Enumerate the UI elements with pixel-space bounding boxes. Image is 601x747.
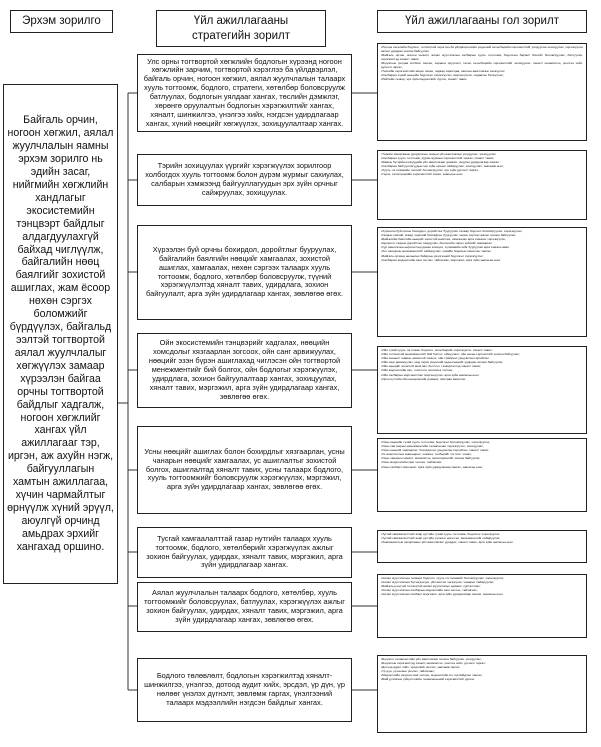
actions-header	[377, 10, 587, 33]
strategy-text: Ойн экосистемийн тэнцвэрийг хадгалах, нөөцийн хомсдолыг хязгаарлан зогсоох, ойн санг арвижуулах, нөөцийг эзэн бүрэн ашиглахад чиглэсэн ойн тогтвортой менежментийг бий болгох, ойн бодлогыг хэрэгжүүлэх, удирдлага, зохион байгуулалтаар хангах, зохицуулах, хяналт тавих, мэргэжил, арга зүйн удирдлагаар хангах, зөвлөгөө өгөх.	[148, 338, 341, 401]
action-item: •Салбарын байгууллагуудын эрх зүйн орчныг сайжруулах, зохицуулах, зөвлөмж өгөх;	[381, 164, 504, 169]
action-item: •Аялал жуулчлалын салбарын мэдээллийн санг хөтлөх, тайлагнах;	[381, 588, 478, 593]
action-item: •Ойн мэдээллийн сан, тооллого, ангиллыг хөтлөх;	[381, 368, 453, 373]
action-item: •Төрийн захиргааны удирдлагын газрын үйл ажиллагааг уялдуулах, зохицуулах;	[381, 152, 497, 156]
strategy-text: Усны нөөцийг ашиглах болон бохирдлыг хязгаарлан, усны чанарын нөөцийг хамгаалах, ус ашиглалтыг зохистой болгох, ашиглалтад хяналт тавих, усны талаарх бодлого, хууль тогтоомжийг боловсруулж хэрэгжүүлэх, мэргэжил, арга зүйн удирдлагаар хангах, зөвлөгөө өгөх.	[144, 446, 345, 492]
action-item: •Яамны бүтцийн нэгжүүдийн үйл ажиллагааг дэмжих, нэгдсэн удирдлагаар хангах;	[381, 160, 500, 165]
action-item: •Салбарын хүний нөөцийн бодлогыг хэрэгжүүлэх, мэргэшүүлэх, чадавхыг бэхжүүлэх;	[381, 72, 504, 77]
strategy-box-6	[137, 527, 352, 578]
strategy-text: Тэрийн зохицуулах үүргийг хэрэгжүүлэх зорилгоор холбогдох хууль тогтоомж болон дүрэм журмыг сахиулах, салбарын хэмжээнд байгууллагуудын эрх зүйн орчныг сайжруулах, зохицуулах.	[145, 161, 344, 197]
action-item: •Усны чанарын хяналт, шинжилгээ, мониторингийг зохион байгуулах;	[381, 456, 481, 461]
actions-box-3	[377, 227, 587, 337]
action-item: •Салбарын мэдээллийн санг хөтлөх, тайлагнах, мэргэжил, арга зүйн зөвлөгөө өгөх.	[381, 257, 502, 262]
action-item: •Хүрээлэн буй орчны бохирдол, доройтлыг бууруулах талаар бодлого боловсруулах, хэрэгжүүлэх;	[381, 229, 523, 233]
strategy-text: Аялал жуулчлалын талаарх бодлого, хөтөлбөр, хууль тогтоомжийг боловсруулах, батлуулах, хэрэгжүүлэх ажлыг зохион байгуулах, удирдах, хяналт тавих, мэргэжил, арга зүйн удирдлагаар хангах, зөвлөгөө өгөх.	[144, 588, 345, 624]
action-item: •Дотоод аудит хийх, эрсдэлийг үнэлэх, зөвлөмж гаргах;	[381, 665, 461, 670]
action-item: •Ногоон хөгжлийн бодлого, тогтвортой хэрэглээ ба үйлдвэрлэлийн үндэсний хөтөлбөрийн хэрэгжилтийг уялдуулан зохицуулах, хэрэгжүүлэх ажлыг удирдан зохион байгуулах;	[381, 45, 583, 53]
action-item: •Орон нутгийн ойн нөхөрлөлийг дэмжих, хамтран ажиллах.	[381, 376, 467, 381]
actions-box-1	[377, 43, 587, 141]
strategy-header-label: Үйл ажиллагааны стратегийн зорилт	[191, 15, 290, 42]
action-item: •Байгууллагын гүйцэтгэлийн төлөвлөгөөний хэрэгжилтийг дүгнэх.	[381, 677, 476, 682]
vision-text: Байгаль орчин, ногоон хөгжил, аялал жуулчлалын яамны эрхэм зорилго нь эдийн засаг, нийгмийн хөгжлийн хандлагыг экосистемийн тэнцвэрт байдлыг алдагдуулахгүй байхад чиглүүлж, байгалийн нөөц баялгийг зохистой ашиглах, жам ёсоор нөхөн сэргэх боломжийг бүрдүүлэх, байгальд ээлтэй тогтвортой аялал жуулчлалыг хөгжүүлэх замаар хүрээлэн байгаа орчны тогтвортой байдлыг хадгалж, ногоон хөгжлийг хангах үйл ажиллагааг тэр, иргэн, аж ахуйн нэгж, байгууллагын хамтын ажиллагаа, хүчин чармайлтыг өрнүүлж хүний эрүүл, аюулгүй орчинд амьдрах эрхийг хангахад оршино.	[7, 114, 114, 553]
strategy-header	[156, 10, 326, 47]
action-item: •Ус ашиглалтын зөвшөөрөл, хэмжээ, төлбөрийг тогтоох, хянах;	[381, 452, 472, 457]
action-item: •Ойн санг арвижуулах, мод тарих үндэсний хөдөлгөөнийг удирдан зохион байгуулах;	[381, 360, 504, 365]
action-item: •Газрын хэвлий, агаар, хөрсний бохирдлыг бууруулах, нөхөн сэргээх ажлыг зохион байгуулах;	[381, 233, 517, 238]
action-item: •Нийтийн тээвэр, эрх зүйн мэдээллийг хүргэх, хяналт тавих.	[381, 76, 468, 81]
action-item: •Тусгай хамгаалалттай газар нутгийн тухай хууль тогтоомж, бодлогыг хэрэгжүүлэх;	[381, 532, 501, 536]
strategy-box-5	[137, 426, 352, 514]
strategy-box-7	[137, 582, 352, 632]
strategy-text: Улс орны тогтвортой хөгжлийн бодлогын хүрээнд ногоон хөгжлийн зарчим, тогтвортой хэрэглээ ба үйлдвэрлэл, байгаль орчин, ногоон хөгжил, аялал жуулчлалын талаарх хууль тогтоомж, бодлого, стратеги, хөтөлбөр боловсруулж батлуулах, бодлогын уялдааг хангах, төслийн дэмжлэг, хөрөнгө оруулалтын бодлогын хэрэгжилтийг хангах, хяналт, шинжилгээ, үнэлгээ хийх, нэгдсэн удирдлагаар хангах, хүний нөөцийг хөгжүүлэх, зохицуулалтаар хангах.	[143, 56, 346, 128]
action-item: •Усны салбарт мэргэжил, арга зүйн удирдлагаар хангах, зөвлөгөө өгөх.	[381, 464, 484, 469]
action-item: •Салбарын хууль тогтоомж, дүрэм журмын хэрэгжилтийг хангах, хяналт тавих;	[381, 156, 495, 161]
actions-box-6	[377, 530, 587, 563]
strategy-box-8	[137, 658, 352, 722]
action-item: •Усны мэдээллийн санг хөтлөх, тайлагнах;	[381, 460, 443, 465]
action-item: •Бодлого төлөвлөлтийн үйл ажиллагааг зохион байгуулах, уялдуулах;	[381, 657, 482, 661]
action-item: •Хамгаалалтын захиргааны үйл ажиллагааг удирдах, хяналт тавих, арга зүйн зөвлөгөө өгөх.	[381, 540, 514, 545]
action-item: •Бодлогын уялдаа холбоог хангах, хөрөнгө оруулалт, төсөл хөтөлбөрийн хэрэгжилтийг зохицуулах, хяналт шинжилгээ, үнэлгээ хийх, дүгнэлт гаргах;	[381, 60, 583, 69]
actions-box-4	[377, 346, 587, 434]
action-item: •Байгаль орчин, ногоон хөгжил, аялал жуулчлалын салбарын хууль тогтоомж, бодлогын баримт бичгийг боловсруулах, батлуулах, хэрэгжилтэд хяналт тавих;	[381, 52, 583, 61]
action-item: •Аялал жуулчлалын бүтээгдэхүүн, үйлчилгээг хөгжүүлэх, чанарыг сайжруулах;	[381, 580, 494, 585]
vision-header-label: Эрхэм зорилго	[22, 15, 101, 28]
action-item: •Ойн хөнөөлт шавьж, өвчинтэй тэмцэх, ойн түймрээс урьдчилан сэргийлэх;	[381, 356, 490, 361]
action-item: •Аялал жуулчлалын салбарт мэргэжил, арга зүйн удирдлагаар хангах, зөвлөгөө өгөх.	[381, 592, 504, 597]
action-item: •Мэдээллийн нэгдсэн санг хөтлөх, мэдээллийн ил тод байдлыг хангах;	[381, 673, 483, 678]
actions-header-label: Үйл ажиллагааны гол зорилт	[405, 15, 559, 28]
action-item: •Усны нөөцийг хамгаалах, бохирдлоос урьдчилан сэргийлэх, хяналт тавих;	[381, 448, 489, 453]
action-item: •Байгаль орчинд нөлөөлөх байдлын үнэлгээний бодлогыг хэрэгжүүлэх;	[381, 253, 484, 258]
action-item: •Ойн салбарын мэргэжилтэнг мэргэшүүлэх, арга зүйн зөвлөгөө өгөх;	[381, 372, 480, 377]
action-item: •Хог хаягдлын менежментийг сайжруулах, химийн бодисын хяналтыг хангах;	[381, 249, 492, 254]
strategy-text: Бодлого төлөвлөлт, бодлогын хэрэгжилтэд хяналт-шинжилгээ, үнэлгээ, дотоод аудит хийх, эрсдэл, үр дүн, үр нөлөөг үнэлэх дүгнэлт, зөвлөмж гаргах, үнэлгээний талаарх мэдээллийн нэгдсэн байдлыг хангах.	[144, 671, 345, 707]
action-item: •Байгалийн баялгийн нөөцийг зохистой ашиглах, хамгаалах арга хэмжээг хэрэгжүүлэх;	[381, 237, 506, 242]
actions-box-5	[377, 438, 587, 512]
action-item: •Усны нөөцийн тухай хууль тогтоомж, бодлогыг боловсруулах, хэрэгжүүлэх;	[381, 440, 491, 444]
action-item: •Уур амьсгалын өөрчлөлтөд дасан зохицох, хүлэмжийн хийг бууруулах арга хэмжээ авах;	[381, 245, 510, 250]
strategy-box-4	[137, 333, 352, 408]
strategy-box-3	[137, 225, 352, 320]
action-item: •Ойн тухай хууль тогтоомж, бодлого, хөтөлбөрийг хэрэгжүүлэх, хяналт тавих;	[381, 348, 493, 352]
action-item: •Аялал жуулчлалын талаарх бодлого, хууль тогтоомжийг боловсруулах, хэрэгжүүлэх;	[381, 576, 505, 580]
action-item: •Бодлогын хэрэгжилтэд хяналт-шинжилгээ, үнэлгээ хийх, дүгнэлт гаргах;	[381, 661, 486, 666]
action-item: •Үр дүн, үр нөлөөг үнэлэх, тайлагнах;	[381, 669, 435, 674]
action-item: •Цөлжилт, газрын доройтлыг сааруулах, биологийн төрөл зүйлийг хамгаалах;	[381, 241, 493, 246]
action-item: •Гэрээ, хэлэлцээрийн хэрэгжилтийг хянах, зөвлөгөө өгөх.	[381, 172, 464, 177]
actions-box-2	[377, 150, 587, 220]
action-item: •Хууль тогтоомжийн төслийг боловсруулах, эрх зүйн дүгнэлт гаргах;	[381, 168, 479, 173]
action-item: •Ойн нөөцийг зохистой ашиглах, бэлтгэл, тээвэрлэлтэд хяналт тавих;	[381, 364, 481, 369]
vision-box	[3, 84, 118, 584]
action-item: •Төслийн хэрэгжилтийн явцыг хянах, гадаад харилцаа, хамтын ажиллагааг хөгжүүлэх;	[381, 68, 506, 73]
strategy-box-1	[137, 54, 352, 132]
action-item: •Ойн тогтвортой менежментийг бий болгох, ойжуулалт, ойн нөхөн сэргээлтийг зохион байгуулах;	[381, 352, 520, 357]
actions-box-7	[377, 574, 587, 638]
action-item: •Тусгай хамгаалалттай газар нутгийн сүлжээг өргөтгөх, менежментийг сайжруулах;	[381, 536, 501, 541]
action-item: •Усны сав газрын менежментийн төлөвлөгөөг хэрэгжүүлэх, зохицуулах;	[381, 444, 484, 449]
actions-box-8	[377, 655, 587, 733]
strategy-text: Хүрээлэн буй орчны бохирдол, доройтлыг бууруулах, байгалийн баялгийн нөөцийг хамгаалах, зохистой ашиглах, хамгаалах, нөхөн сэргээх талаарх хууль тогтоомж, бодлого, хөтөлбөр боловсруулж, түүний хэрэгжүүлэлтэд хяналт тавих, удирдлага, зохион байгуулалт, арга зүйн удирдлагаар хангах, зөвлөгөө өгөх.	[146, 244, 343, 299]
strategy-text: Тусгай хамгаалалттай газар нутгийн талаарх хууль тогтоомж, бодлого, хөтөлбөрийг хэрэгжүүлэх ажлыг зохион байгуулах, удирдах, хяналт тавих, мэргэжил, арга зүйн удирдлагаар хангах.	[146, 533, 343, 570]
vision-header	[10, 10, 113, 33]
strategy-box-2	[137, 154, 352, 206]
action-item: •Байгальд ээлтэй тогтвортой аялал жуулчлалыг дэмжих, сурталчлах;	[381, 584, 481, 589]
